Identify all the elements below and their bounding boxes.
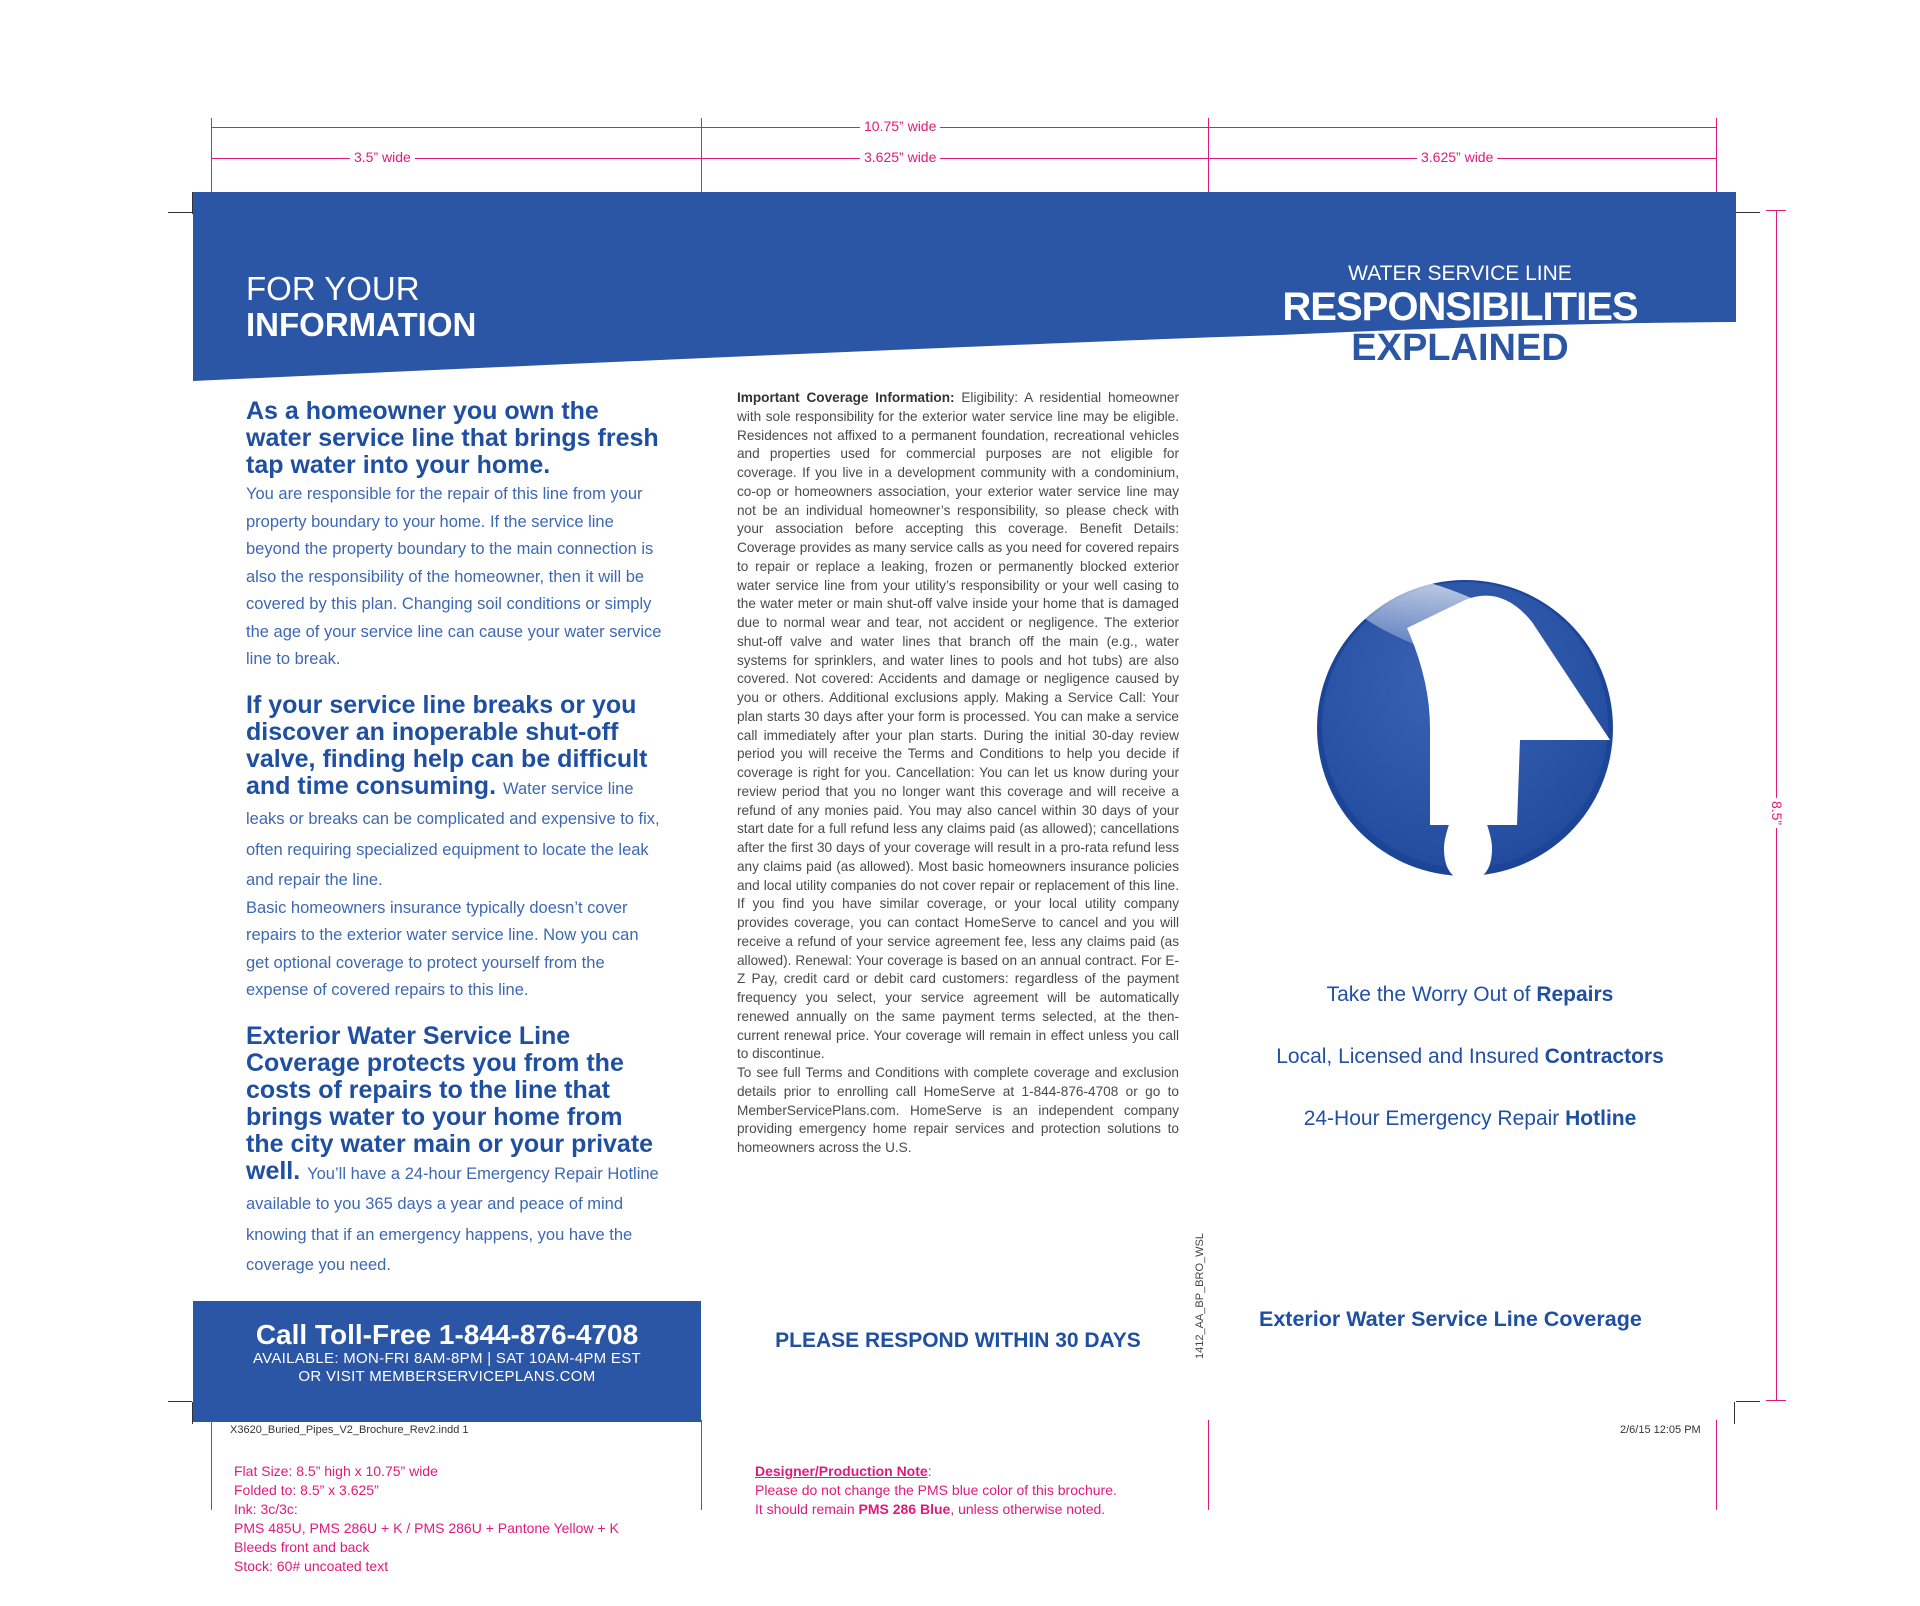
benefit3-bold: Hotline <box>1565 1107 1637 1130</box>
note-line2-bold: PMS 286 Blue <box>858 1501 951 1517</box>
call-title: Call Toll-Free 1-844-876-4708 <box>255 1319 639 1350</box>
spec-line: Folded to: 8.5” x 3.625” <box>234 1482 379 1498</box>
job-code: 1412_AA_BP_BRO_WSL <box>1194 1233 1206 1359</box>
section2-heading: If your service line breaks or you discover an inoperable shut-off valve, finding help can be difficult and time consuming. <box>246 690 648 800</box>
benefit1-bold: Repairs <box>1536 983 1614 1006</box>
left-panel <box>246 398 666 1280</box>
header-left <box>246 271 476 343</box>
fold-mark <box>701 1420 702 1510</box>
section2-body: Water service line leaks or breaks can be complicated and expensive to fix, often requiring specialized equipment to locate the leak and repair the line. <box>246 779 660 889</box>
coverage-text1: Eligibility: A residential homeowner with sole responsibility for the exterior water service line may be eligible. Residences not affixed to a permanent foundation, recreational vehicles and properties used for commercial purposes are not eligible for coverage. If you live in a development community with a condominium, co-op or homeowners association, your exterior water service line may not be an individual homeowner’s responsibility, so please check with your association before accepting this coverage. Benefit Details: Coverage provides as many service calls as you need for covered repairs to repair or replace a leaking, frozen or permanently blocked exterior water service line from your utility’s responsibility or your well casing to the water meter or main shut-off valve inside your home that is damaged due to normal wear and tear, not accident or negligence. The exterior shut-off valve and water lines that branch off the main (e.g., water systems for sprinklers, and water lines to pools and hot tubs) are also covered. Not covered: Accidents and damage or negligence caused by you or others. Additional exclusions apply. Making a Service Call: Your plan starts 30 days after your form is processed. You can make a service call immediately after your plan starts. During the initial 30-day review period you will receive the Terms and Conditions to help you decide if coverage is right for you. Cancellation: You can let us know during your review period that you no longer want this coverage and will receive a refund of any monies paid. You may also cancel within 30 days of your start date for a full refund less any claims paid (as allowed); cancellations after the first 30 days of your coverage will result in a pro-rata refund less any claims paid (as allowed). Most basic homeowners insurance policies and local utility companies do not cover repair or replacement of this line. If you find you have similar coverage, or your local utility company provides coverage, you can contact HomeServe to cancel and you will receive a refund of your service agreement fee, less any claims paid (as allowed). Renewal: Your coverage is based on an annual contract. For E-Z Pay, credit card or debit card customers: regardless of the payment frequency you select, your service agreement will be automatically renewed annually on the same payment terms selected, at the then-current renewal price. Your coverage will remain in effect unless you call to discontinue. <box>737 390 1180 1062</box>
header-right-line3: EXPLAINED <box>1351 327 1569 369</box>
section1-heading: As a homeowner you own the water service line that brings fresh tap water into your home. <box>246 397 659 479</box>
header-right <box>1240 262 1680 328</box>
coverage-paragraph1 <box>737 389 1179 1064</box>
slug-datetime: 2/6/15 12:05 PM <box>1620 1424 1701 1436</box>
spec-line: Flat Size: 8.5” high x 10.75” wide <box>234 1463 438 1479</box>
section2-heading-block <box>246 692 666 895</box>
call-hours: AVAILABLE: MON-FRI 8AM-8PM | SAT 10AM-4PM EST <box>252 1350 642 1367</box>
total-width-label: 10.75” wide <box>860 118 940 134</box>
fold-mark <box>1208 1420 1209 1510</box>
designer-note <box>755 1462 1117 1519</box>
header-right-line2: RESPONSIBILITIES <box>1282 285 1638 329</box>
benefit2-bold: Contractors <box>1544 1045 1664 1068</box>
designer-note-line2 <box>755 1500 1117 1519</box>
water-faucet-icon <box>1270 560 1660 890</box>
benefit-contractors <box>1215 1045 1725 1069</box>
section3-heading-block <box>246 1023 666 1280</box>
slug-filename: X3620_Buried_Pipes_V2_Brochure_Rev2.indd 1 <box>230 1424 469 1436</box>
benefit-repairs <box>1215 983 1725 1007</box>
note-line2-pre: It should remain <box>755 1501 859 1517</box>
benefit2-text: Local, Licensed and Insured <box>1276 1045 1545 1068</box>
call-box <box>193 1301 701 1422</box>
benefit3-text: 24-Hour Emergency Repair <box>1303 1107 1566 1130</box>
header-right-line1: WATER SERVICE LINE <box>1348 262 1572 285</box>
spec-line: Stock: 60# uncoated text <box>234 1558 389 1574</box>
benefit-hotline <box>1215 1107 1725 1131</box>
header-left-line2: INFORMATION <box>246 306 477 343</box>
section1-body: You are responsible for the repair of this line from your property boundary to your home. If the service line beyond the property boundary to the main connection is also the responsibility of the homeowner, then it will be covered by this plan. Changing soil conditions or simply the age of your service line can cause your water service line to break. <box>246 485 662 668</box>
edge-mark <box>211 1420 212 1510</box>
coverage-paragraph2: To see full Terms and Conditions with complete coverage and exclusion details prior to enrolling call HomeServe at 1-844-876-4708 or go to MemberServicePlans.com. HomeServe is an independent company providing emergency home repair services and protection solutions to homeowners across the U.S. <box>737 1065 1179 1155</box>
respond-notice: PLEASE RESPOND WITHIN 30 DAYS <box>775 1329 1141 1352</box>
benefit1-text: Take the Worry Out of <box>1326 983 1537 1006</box>
spec-line: Ink: 3c/3c: <box>234 1501 298 1517</box>
section2-body2: Basic homeowners insurance typically doesn’t cover repairs to the exterior water service line. Now you can get optional coverage to protect yourself from the expense of covered repairs to this line. <box>246 898 639 999</box>
panel3-width-label: 3.625” wide <box>1417 149 1497 165</box>
middle-panel <box>737 389 1179 1158</box>
production-specs <box>234 1462 619 1576</box>
note-line2-post: , unless otherwise noted. <box>950 1501 1106 1517</box>
coverage-title: Exterior Water Service Line Coverage <box>1259 1307 1642 1331</box>
spec-line: PMS 485U, PMS 286U + K / PMS 286U + Pantone Yellow + K <box>234 1520 619 1536</box>
call-visit: OR VISIT MEMBERSERVICEPLANS.COM <box>298 1368 596 1385</box>
section3-heading: Exterior Water Service Line Coverage protects you from the costs of repairs to the line that brings water to your home from the city water main or your private well. <box>246 1021 654 1185</box>
header-left-line1: FOR YOUR <box>246 270 420 307</box>
panel1-width-label: 3.5” wide <box>350 149 415 165</box>
designer-note-line1: Please do not change the PMS blue color of this brochure. <box>755 1482 1117 1498</box>
height-label: 8.5” <box>1769 798 1785 828</box>
section3-body: You’ll have a 24-hour Emergency Repair Hotline available to you 365 days a year and peace of mind knowing that if an emergency happens, you have the coverage you need. <box>246 1164 659 1274</box>
coverage-lead: Important Coverage Information: <box>737 390 955 405</box>
spec-line: Bleeds front and back <box>234 1539 370 1555</box>
designer-note-title-row: Designer/Production Note: <box>755 1463 932 1479</box>
designer-note-title: Designer/Production Note <box>755 1463 928 1479</box>
panel2-width-label: 3.625” wide <box>860 149 940 165</box>
edge-mark <box>1716 1420 1717 1510</box>
